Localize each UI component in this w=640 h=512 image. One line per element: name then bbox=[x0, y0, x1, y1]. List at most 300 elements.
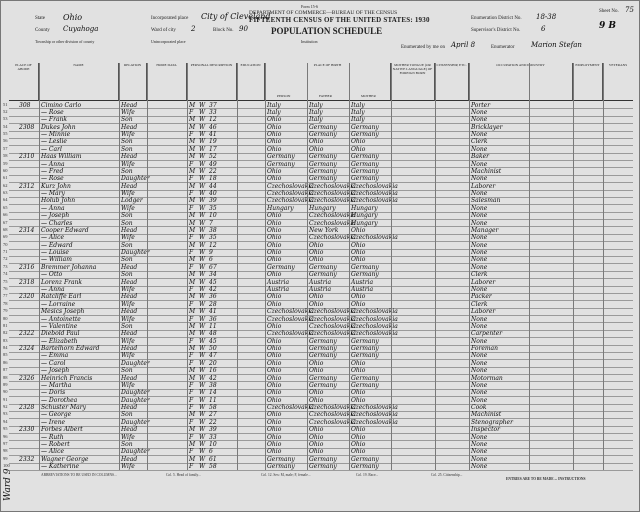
sex: M bbox=[189, 411, 196, 419]
sex: F bbox=[189, 418, 194, 426]
sex: F bbox=[189, 131, 194, 139]
state-value: Ohio bbox=[63, 13, 83, 22]
relation: Son bbox=[121, 367, 133, 375]
sex: M bbox=[189, 123, 196, 131]
occupation: Cook bbox=[471, 404, 487, 412]
birthplace: Ohio bbox=[267, 418, 282, 426]
father-birthplace: Italy bbox=[309, 116, 323, 124]
birthplace: Italy bbox=[267, 108, 281, 116]
footer-note-4: Col. 19. Race... bbox=[356, 473, 379, 477]
race: W bbox=[199, 182, 206, 190]
race: W bbox=[199, 153, 206, 161]
age: 42 bbox=[209, 374, 217, 382]
line-number: 58 bbox=[3, 153, 8, 159]
county-value: Cuyahoga bbox=[63, 25, 99, 33]
mother-birthplace: Ohio bbox=[351, 359, 366, 367]
person-name: — Joseph bbox=[41, 212, 70, 220]
father-birthplace: Czechoslovakia bbox=[309, 404, 356, 412]
occupation: None bbox=[471, 175, 488, 183]
occupation: Porter bbox=[471, 101, 491, 109]
mother-birthplace: Austria bbox=[351, 286, 374, 293]
birthplace: Italy bbox=[267, 101, 281, 109]
person-name: — Frank bbox=[41, 116, 68, 124]
birthplace: Ohio bbox=[267, 381, 282, 389]
mother-birthplace: Germany bbox=[351, 374, 379, 382]
mother-birthplace: Ohio bbox=[351, 293, 366, 301]
sex: F bbox=[189, 108, 194, 116]
relation: Son bbox=[121, 167, 133, 175]
enumerator-label: Enumerator bbox=[491, 45, 515, 50]
line-number: 99 bbox=[3, 455, 8, 461]
mother-birthplace: Germany bbox=[351, 123, 379, 131]
father-birthplace: Italy bbox=[309, 108, 323, 116]
age: 10 bbox=[209, 212, 217, 220]
sex: F bbox=[189, 396, 194, 404]
line-number: 51 bbox=[3, 101, 8, 107]
person-name: — Anna bbox=[41, 204, 65, 212]
relation: Head bbox=[121, 374, 138, 382]
race: W bbox=[199, 241, 206, 249]
sex: F bbox=[189, 315, 194, 323]
birth-mother-header: MOTHER bbox=[361, 94, 376, 98]
sex: F bbox=[189, 160, 194, 168]
sex: M bbox=[189, 116, 196, 124]
age: 7 bbox=[209, 219, 213, 227]
birthplace: Ohio bbox=[267, 426, 282, 434]
mother-birthplace: Czechoslovakia bbox=[351, 182, 398, 190]
sex: M bbox=[189, 197, 196, 205]
age: 18 bbox=[209, 175, 217, 183]
father-birthplace: Czechoslovakia bbox=[309, 197, 356, 205]
occupation: Laborer bbox=[471, 308, 496, 316]
person-name: — Edward bbox=[41, 241, 73, 249]
col-place-of-birth: PLACE OF BIRTH bbox=[265, 63, 391, 101]
birthplace: Czechoslovakia bbox=[267, 308, 314, 316]
mother-birthplace: Germany bbox=[351, 337, 379, 345]
mother-birthplace: Ohio bbox=[351, 300, 366, 308]
occupation: Machinist bbox=[471, 167, 502, 175]
person-name: — Robert bbox=[41, 440, 70, 448]
person-name: — Dorothea bbox=[41, 396, 78, 404]
age: 58 bbox=[209, 463, 217, 471]
relation: Wife bbox=[121, 315, 135, 323]
race: W bbox=[199, 374, 206, 382]
race: W bbox=[199, 315, 206, 323]
relation: Head bbox=[121, 182, 138, 190]
column-rule bbox=[237, 63, 238, 470]
race: W bbox=[199, 418, 206, 426]
col-name: NAME bbox=[39, 63, 119, 101]
birthplace: Ohio bbox=[267, 367, 282, 375]
father-birthplace: New York bbox=[309, 226, 339, 234]
race: W bbox=[199, 138, 206, 146]
father-birthplace: Ohio bbox=[309, 293, 324, 301]
race: W bbox=[199, 286, 206, 293]
occupation: Stenographer bbox=[471, 418, 513, 426]
sex: M bbox=[189, 212, 196, 220]
mother-birthplace: Austria bbox=[351, 278, 374, 286]
race: W bbox=[199, 322, 206, 330]
age: 35 bbox=[209, 204, 217, 212]
person-name: Cooper Edward bbox=[41, 226, 89, 234]
birthplace: Ohio bbox=[267, 389, 282, 397]
birthplace: Ohio bbox=[267, 322, 282, 330]
race: W bbox=[199, 219, 206, 227]
race: W bbox=[199, 116, 206, 124]
father-birthplace: Ohio bbox=[309, 367, 324, 375]
race: W bbox=[199, 367, 206, 375]
occupation: Clerk bbox=[471, 138, 488, 146]
person-name: — Elizabeth bbox=[41, 337, 78, 345]
house-number: 2320 bbox=[19, 293, 35, 301]
father-birthplace: Czechoslovakia bbox=[309, 418, 356, 426]
person-name: — Otto bbox=[41, 271, 63, 279]
sex: M bbox=[189, 101, 196, 109]
relation: Wife bbox=[121, 433, 135, 441]
mother-birthplace: Germany bbox=[351, 263, 379, 271]
person-name: — Doris bbox=[41, 389, 66, 397]
father-birthplace: Germany bbox=[309, 463, 337, 471]
sex: M bbox=[189, 293, 196, 301]
sex: M bbox=[189, 440, 196, 448]
house-number: 2330 bbox=[19, 426, 35, 434]
relation: Head bbox=[121, 153, 138, 161]
age: 39 bbox=[209, 426, 217, 434]
father-birthplace: Czechoslovakia bbox=[309, 411, 356, 419]
mother-birthplace: Czechoslovakia bbox=[351, 322, 398, 330]
line-number: 82 bbox=[3, 330, 8, 336]
race: W bbox=[199, 396, 206, 404]
birthplace: Czechoslovakia bbox=[267, 330, 314, 338]
birthplace: Ohio bbox=[267, 448, 282, 456]
birthplace: Ohio bbox=[267, 359, 282, 367]
birthplace: Austria bbox=[267, 278, 290, 286]
sex: M bbox=[189, 182, 196, 190]
col-occupation: OCCUPATION AND INDUSTRY bbox=[469, 63, 573, 101]
person-name: — Mary bbox=[41, 190, 65, 198]
mother-birthplace: Italy bbox=[351, 101, 365, 109]
age: 44 bbox=[209, 182, 217, 190]
column-rule bbox=[119, 63, 120, 470]
relation: Wife bbox=[121, 131, 135, 139]
birthplace: Czechoslovakia bbox=[267, 404, 314, 412]
mother-birthplace: Germany bbox=[351, 463, 379, 471]
person-name: — Carol bbox=[41, 359, 66, 367]
mother-birthplace: Germany bbox=[351, 271, 379, 279]
race: W bbox=[199, 359, 206, 367]
line-number: 88 bbox=[3, 374, 8, 380]
birthplace: Ohio bbox=[267, 249, 282, 257]
house-number: 2308 bbox=[19, 123, 35, 131]
occupation: None bbox=[471, 256, 488, 264]
occupation: None bbox=[471, 204, 488, 212]
age: 22 bbox=[209, 418, 217, 426]
sex: F bbox=[189, 234, 194, 242]
occupation: None bbox=[471, 212, 488, 220]
race: W bbox=[199, 389, 206, 397]
line-number: 98 bbox=[3, 448, 8, 454]
sex: F bbox=[189, 249, 194, 257]
line-number: 68 bbox=[3, 226, 8, 232]
ward-value: 2 bbox=[191, 25, 196, 33]
occupation: None bbox=[471, 359, 488, 367]
occupation: Clerk bbox=[471, 300, 488, 308]
occupation: None bbox=[471, 131, 488, 139]
house-number: 308 bbox=[19, 101, 31, 109]
line-number: 73 bbox=[3, 263, 8, 269]
place-label: Incorporated place bbox=[151, 16, 189, 21]
birthplace: Ohio bbox=[267, 123, 282, 131]
line-number: 77 bbox=[3, 293, 8, 299]
block-value: 90 bbox=[239, 25, 248, 33]
sex: M bbox=[189, 308, 196, 316]
birthplace: Czechoslovakia bbox=[267, 315, 314, 323]
house-number: 2328 bbox=[19, 404, 35, 412]
house-number: 2316 bbox=[19, 263, 35, 271]
form-number: Form 15-6 bbox=[301, 4, 318, 9]
age: 46 bbox=[209, 123, 217, 131]
occupation: None bbox=[471, 241, 488, 249]
birthplace: Ohio bbox=[267, 440, 282, 448]
relation: Son bbox=[121, 271, 133, 279]
house-number: 2324 bbox=[19, 345, 35, 353]
relation: Son bbox=[121, 145, 133, 153]
person-name: Forbes Albert bbox=[41, 426, 83, 434]
race: W bbox=[199, 131, 206, 139]
father-birthplace: Ohio bbox=[309, 138, 324, 146]
sex: F bbox=[189, 352, 194, 360]
race: W bbox=[199, 167, 206, 175]
corner-mark: 75 bbox=[625, 6, 634, 14]
block-label: Block No. bbox=[213, 28, 234, 33]
line-number: 86 bbox=[3, 359, 8, 365]
father-birthplace: Germany bbox=[309, 131, 337, 139]
sex: F bbox=[189, 448, 194, 456]
race: W bbox=[199, 271, 206, 279]
birthplace: Czechoslovakia bbox=[267, 182, 314, 190]
footer-note-3: Col. 12. Sex: M, male; F, female... bbox=[261, 473, 311, 477]
mother-birthplace: Czechoslovakia bbox=[351, 315, 398, 323]
line-number: 89 bbox=[3, 381, 8, 387]
sex: F bbox=[189, 286, 194, 293]
father-birthplace: Czechoslovakia bbox=[309, 234, 356, 242]
sex: M bbox=[189, 271, 196, 279]
birthplace: Ohio bbox=[267, 226, 282, 234]
sex: M bbox=[189, 138, 196, 146]
relation: Head bbox=[121, 308, 138, 316]
line-number: 100 bbox=[3, 463, 10, 469]
mother-birthplace: Ohio bbox=[351, 433, 366, 441]
birthplace: Ohio bbox=[267, 337, 282, 345]
relation: Son bbox=[121, 411, 133, 419]
person-name: — Katherine bbox=[41, 463, 79, 471]
township-label: Township or other division of county bbox=[35, 39, 95, 44]
mother-birthplace: Ohio bbox=[351, 389, 366, 397]
occupation: Laborer bbox=[471, 182, 496, 190]
mother-birthplace: Czechoslovakia bbox=[351, 404, 398, 412]
occupation: Carpenter bbox=[471, 330, 503, 338]
sex: M bbox=[189, 153, 196, 161]
line-number: 96 bbox=[3, 433, 8, 439]
relation: Daughter bbox=[121, 389, 150, 397]
occupation: None bbox=[471, 286, 488, 293]
occupation: None bbox=[471, 234, 488, 242]
relation: Head bbox=[121, 263, 138, 271]
sex: M bbox=[189, 345, 196, 353]
relation: Wife bbox=[121, 381, 135, 389]
line-number: 63 bbox=[3, 190, 8, 196]
age: 61 bbox=[209, 455, 217, 463]
mother-birthplace: Ohio bbox=[351, 440, 366, 448]
father-birthplace: Germany bbox=[309, 271, 337, 279]
col-relation: RELATION bbox=[119, 63, 147, 101]
person-name: Kurz John bbox=[41, 182, 71, 190]
birthplace: Ohio bbox=[267, 411, 282, 419]
column-rule bbox=[39, 63, 40, 470]
mother-birthplace: Hungary bbox=[351, 204, 378, 212]
relation: Son bbox=[121, 256, 133, 264]
birthplace: Ohio bbox=[267, 175, 282, 183]
house-number: 2326 bbox=[19, 374, 35, 382]
col-mother-tongue: MOTHER TONGUE (OR NATIVE LANGUAGE) OF FOREIGN BORN bbox=[391, 63, 435, 101]
line-number: 84 bbox=[3, 345, 8, 351]
column-rule bbox=[349, 63, 350, 470]
mother-birthplace: Czechoslovakia bbox=[351, 234, 398, 242]
margin-note: Ward 9 bbox=[3, 468, 13, 501]
birthplace: Austria bbox=[267, 286, 290, 293]
relation: Wife bbox=[121, 286, 135, 293]
footer-note-5: Col. 25. Citizenship... bbox=[431, 473, 463, 477]
relation: Son bbox=[121, 219, 133, 227]
occupation: None bbox=[471, 433, 488, 441]
age: 10 bbox=[209, 440, 217, 448]
father-birthplace: Ohio bbox=[309, 433, 324, 441]
father-birthplace: Hungary bbox=[309, 204, 336, 212]
race: W bbox=[199, 308, 206, 316]
line-number: 81 bbox=[3, 322, 8, 328]
relation: Lodger bbox=[121, 197, 143, 205]
age: 35 bbox=[209, 234, 217, 242]
father-birthplace: Germany bbox=[309, 160, 337, 168]
race: W bbox=[199, 190, 206, 198]
line-number: 85 bbox=[3, 352, 8, 358]
relation: Head bbox=[121, 226, 138, 234]
father-birthplace: Ohio bbox=[309, 389, 324, 397]
mother-birthplace: Germany bbox=[351, 352, 379, 360]
person-name: — Antoinette bbox=[41, 315, 81, 323]
birthplace: Ohio bbox=[267, 241, 282, 249]
age: 12 bbox=[209, 116, 217, 124]
column-rule bbox=[307, 63, 308, 470]
father-birthplace: Germany bbox=[309, 374, 337, 382]
person-name: — Irene bbox=[41, 418, 66, 426]
person-name: — Anna bbox=[41, 160, 65, 168]
place-value: City of Cleveland bbox=[201, 12, 271, 21]
person-name: Heinrich Francis bbox=[41, 374, 93, 382]
father-birthplace: Czechoslovakia bbox=[309, 322, 356, 330]
age: 45 bbox=[209, 337, 217, 345]
sex: F bbox=[189, 175, 194, 183]
enumerated-value: April 8 bbox=[451, 41, 476, 49]
house-number: 2310 bbox=[19, 153, 35, 161]
age: 48 bbox=[209, 330, 217, 338]
person-name: — Charles bbox=[41, 219, 73, 227]
occupation: None bbox=[471, 352, 488, 360]
person-name: — Martha bbox=[41, 381, 72, 389]
race: W bbox=[199, 212, 206, 220]
mother-birthplace: Hungary bbox=[351, 212, 378, 220]
age: 38 bbox=[209, 381, 217, 389]
house-number: 2318 bbox=[19, 278, 35, 286]
occupation: Bricklayer bbox=[471, 123, 503, 131]
age: 47 bbox=[209, 352, 217, 360]
age: 11 bbox=[209, 322, 217, 330]
mother-birthplace: Ohio bbox=[351, 448, 366, 456]
col-place-of-abode: PLACE OF ABODE bbox=[9, 63, 39, 101]
relation: Head bbox=[121, 101, 138, 109]
relation: Head bbox=[121, 426, 138, 434]
birthplace: Ohio bbox=[267, 234, 282, 242]
department-heading: DEPARTMENT OF COMMERCE—BUREAU OF THE CENSUS bbox=[249, 10, 398, 16]
column-rule bbox=[573, 63, 574, 470]
occupation: None bbox=[471, 389, 488, 397]
race: W bbox=[199, 204, 206, 212]
father-birthplace: Czechoslovakia bbox=[309, 182, 356, 190]
footer-instructions: ENTRIES ARE TO BE MADE ... INSTRUCTIONS bbox=[506, 477, 586, 481]
line-number: 69 bbox=[3, 234, 8, 240]
occupation: None bbox=[471, 381, 488, 389]
occupation: Salesman bbox=[471, 197, 501, 205]
person-name: Lorenz Frank bbox=[41, 278, 83, 286]
birthplace: Ohio bbox=[267, 271, 282, 279]
birthplace: Ohio bbox=[267, 352, 282, 360]
age: 52 bbox=[209, 153, 217, 161]
unincorporated-label: Unincorporated place bbox=[151, 39, 186, 44]
sex: F bbox=[189, 204, 194, 212]
sex: M bbox=[189, 322, 196, 330]
person-name: — Joseph bbox=[41, 367, 70, 375]
sex: M bbox=[189, 330, 196, 338]
person-name: — Fred bbox=[41, 167, 64, 175]
ed-value: 18-38 bbox=[536, 13, 557, 21]
house-number: 2332 bbox=[19, 455, 35, 463]
relation: Head bbox=[121, 404, 138, 412]
col-citizenship: CITIZENSHIP, ETC. bbox=[435, 63, 469, 101]
line-number: 91 bbox=[3, 396, 8, 402]
father-birthplace: Ohio bbox=[309, 300, 324, 308]
sex: M bbox=[189, 455, 196, 463]
line-number: 59 bbox=[3, 160, 8, 166]
father-birthplace: Ohio bbox=[309, 359, 324, 367]
age: 12 bbox=[209, 241, 217, 249]
occupation: None bbox=[471, 145, 488, 153]
row-rule bbox=[9, 470, 633, 471]
person-name: — Carl bbox=[41, 145, 62, 153]
race: W bbox=[199, 404, 206, 412]
relation: Son bbox=[121, 241, 133, 249]
column-rule bbox=[529, 63, 530, 470]
relation: Wife bbox=[121, 337, 135, 345]
father-birthplace: Germany bbox=[309, 352, 337, 360]
line-number: 70 bbox=[3, 241, 8, 247]
father-birthplace: Czechoslovakia bbox=[309, 315, 356, 323]
relation: Wife bbox=[121, 190, 135, 198]
sheet-value: 9 B bbox=[599, 21, 617, 31]
relation: Daughter bbox=[121, 249, 150, 257]
race: W bbox=[199, 448, 206, 456]
birthplace: Ohio bbox=[267, 219, 282, 227]
father-birthplace: Germany bbox=[309, 345, 337, 353]
